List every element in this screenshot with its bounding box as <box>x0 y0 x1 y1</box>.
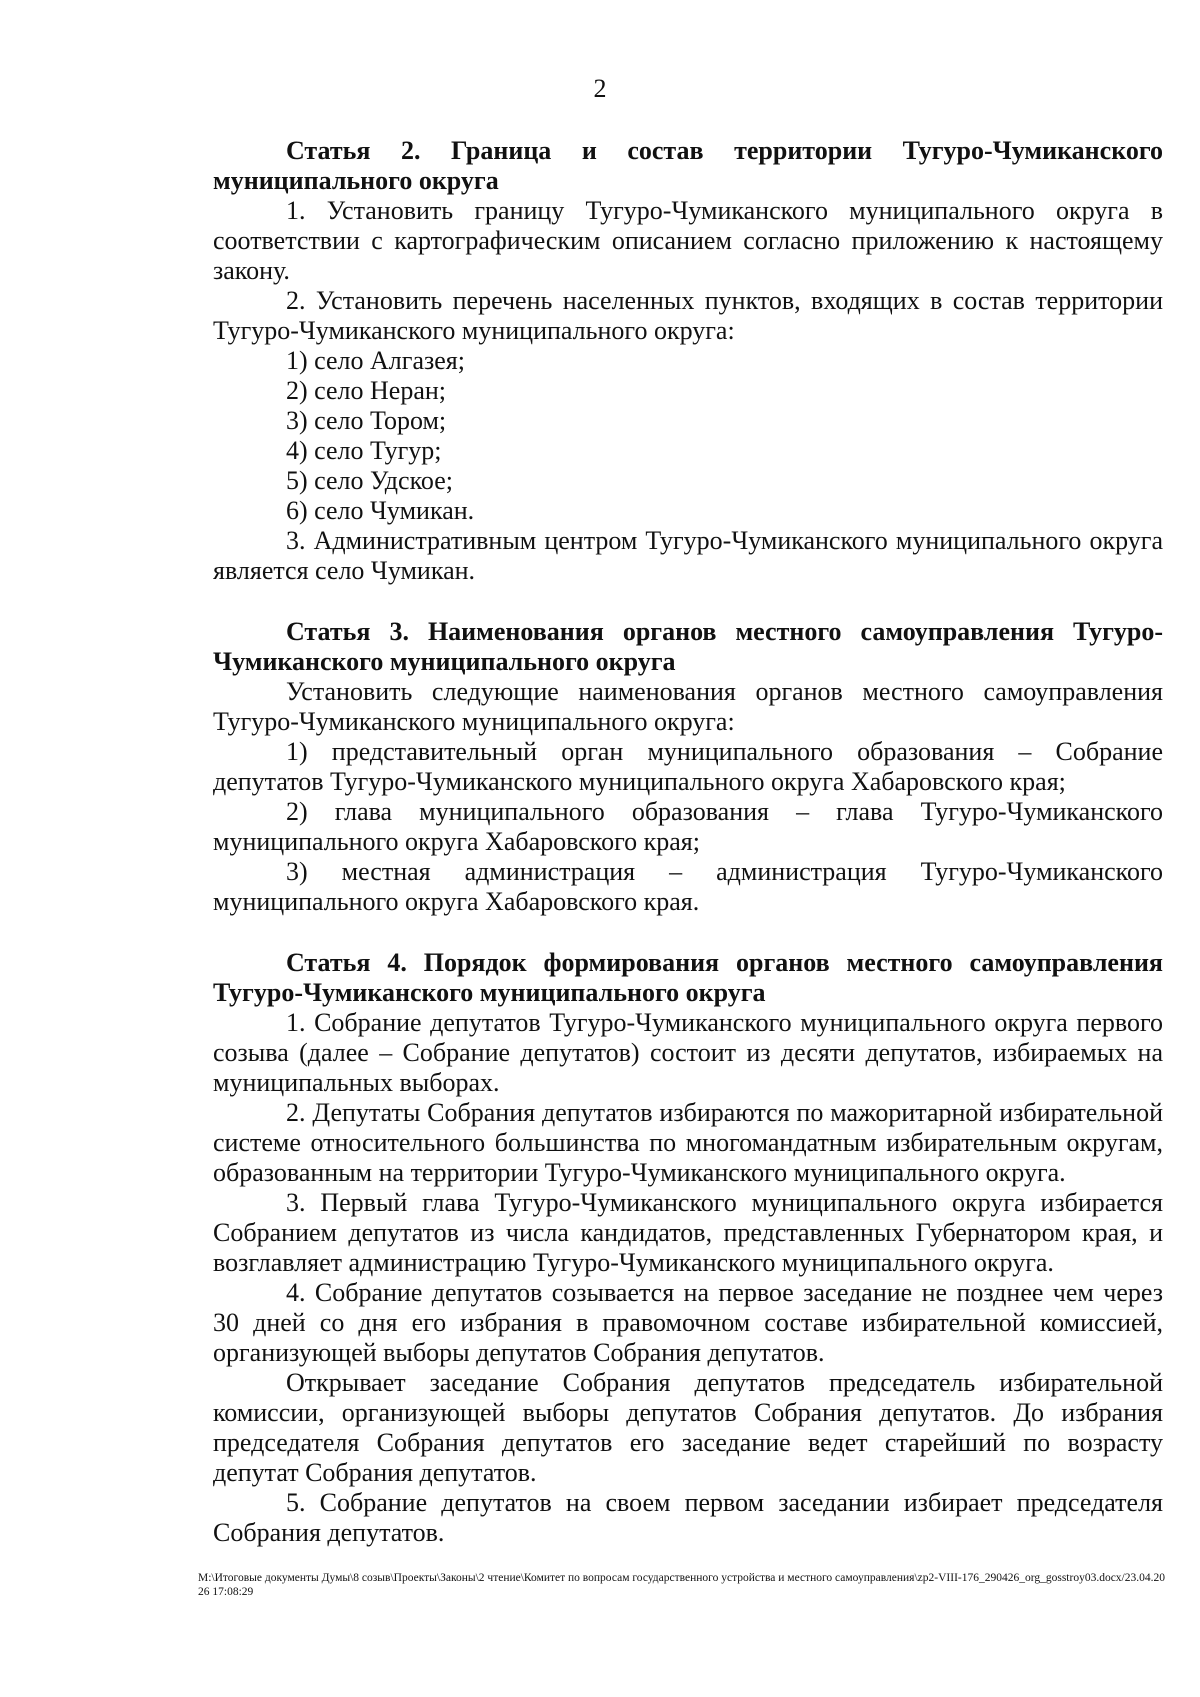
article-4-paragraph: 2. Депутаты Собрания депутатов избираются по мажоритарной избирательной системе относительного большинства по многомандатным избирательным округам, образованным на территории Тугуро-Чумиканского муниципального округа. <box>213 1098 1163 1187</box>
article-4-heading: Статья 4. Порядок формирования органов местного самоуправления Тугуро-Чумиканского муниципального округа <box>213 948 1163 1007</box>
article-2 <box>213 136 1163 586</box>
article-2-paragraph-3: 3. Административным центром Тугуро-Чумиканского муниципального округа является село Чумикан. <box>213 526 1163 585</box>
article-2-paragraph-2: 2. Установить перечень населенных пунктов, входящих в состав территории Тугуро-Чумиканского муниципального округа: <box>213 286 1163 345</box>
list-item: 2) глава муниципального образования – глава Тугуро-Чумиканского муниципального округа Хабаровского края; <box>213 797 1163 856</box>
list-item: 2) село Неран; <box>286 376 447 405</box>
list-item: 5) село Удское; <box>286 466 453 495</box>
article-4-paragraph: 1. Собрание депутатов Тугуро-Чумиканского муниципального округа первого созыва (далее – Собрание депутатов) состоит из десяти депутатов, избираемых на муниципальных выборах. <box>213 1008 1163 1097</box>
settlement-list <box>213 346 1163 526</box>
page-number: 2 <box>593 74 607 103</box>
list-item: 3) село Тором; <box>286 406 447 435</box>
article-2-heading: Статья 2. Граница и состав территории Тугуро-Чумиканского муниципального округа <box>213 136 1163 195</box>
list-item: 3) местная администрация – администрация Тугуро-Чумиканского муниципального округа Хабаровского края. <box>213 857 1163 916</box>
article-3-heading: Статья 3. Наименования органов местного самоуправления Тугуро-Чумиканского муниципального округа <box>213 617 1163 676</box>
article-4 <box>213 948 1163 1548</box>
document-body <box>213 136 1163 1548</box>
article-4-paragraph: 4. Собрание депутатов созывается на первое заседание не позднее чем через 30 дней со дня его избрания в правомочном составе избирательной комиссией, организующей выборы депутатов Собрания депутатов. <box>213 1278 1163 1367</box>
article-3 <box>213 617 1163 917</box>
article-2-paragraph-1: 1. Установить границу Тугуро-Чумиканского муниципального округа в соответствии с картографическим описанием согласно приложению к настоящему закону. <box>213 196 1163 285</box>
list-item: 4) село Тугур; <box>286 436 442 465</box>
footer-file-path: M:\Итоговые документы Думы\8 созыв\Проекты\Законы\2 чтение\Комитет по вопросам государственного устройства и местного самоуправления\zp2-VIII-176_290426_org_gosstroy03.docx/23.04.2026 17:08:29 <box>198 1572 1165 1598</box>
article-4-paragraph: 5. Собрание депутатов на своем первом заседании избирает председателя Собрания депутатов. <box>213 1488 1163 1547</box>
list-item: 1) представительный орган муниципального образования – Собрание депутатов Тугуро-Чумиканского муниципального округа Хабаровского края; <box>213 737 1163 796</box>
article-4-paragraph: Открывает заседание Собрания депутатов председатель избирательной комиссии, организующей выборы депутатов Собрания депутатов. До избрания председателя Собрания депутатов его заседание ведет старейший по возрасту депутат Собрания депутатов. <box>213 1368 1163 1487</box>
article-4-paragraph: 3. Первый глава Тугуро-Чумиканского муниципального округа избирается Собранием депутатов из числа кандидатов, представленных Губернатором края, и возглавляет администрацию Тугуро-Чумиканского муниципального округа. <box>213 1188 1163 1277</box>
section-spacer <box>213 586 1163 617</box>
list-item: 6) село Чумикан. <box>286 496 475 525</box>
article-3-intro: Установить следующие наименования органов местного самоуправления Тугуро-Чумиканского муниципального округа: <box>213 677 1163 736</box>
section-spacer <box>213 917 1163 948</box>
list-item: 1) село Алгазея; <box>286 346 465 375</box>
